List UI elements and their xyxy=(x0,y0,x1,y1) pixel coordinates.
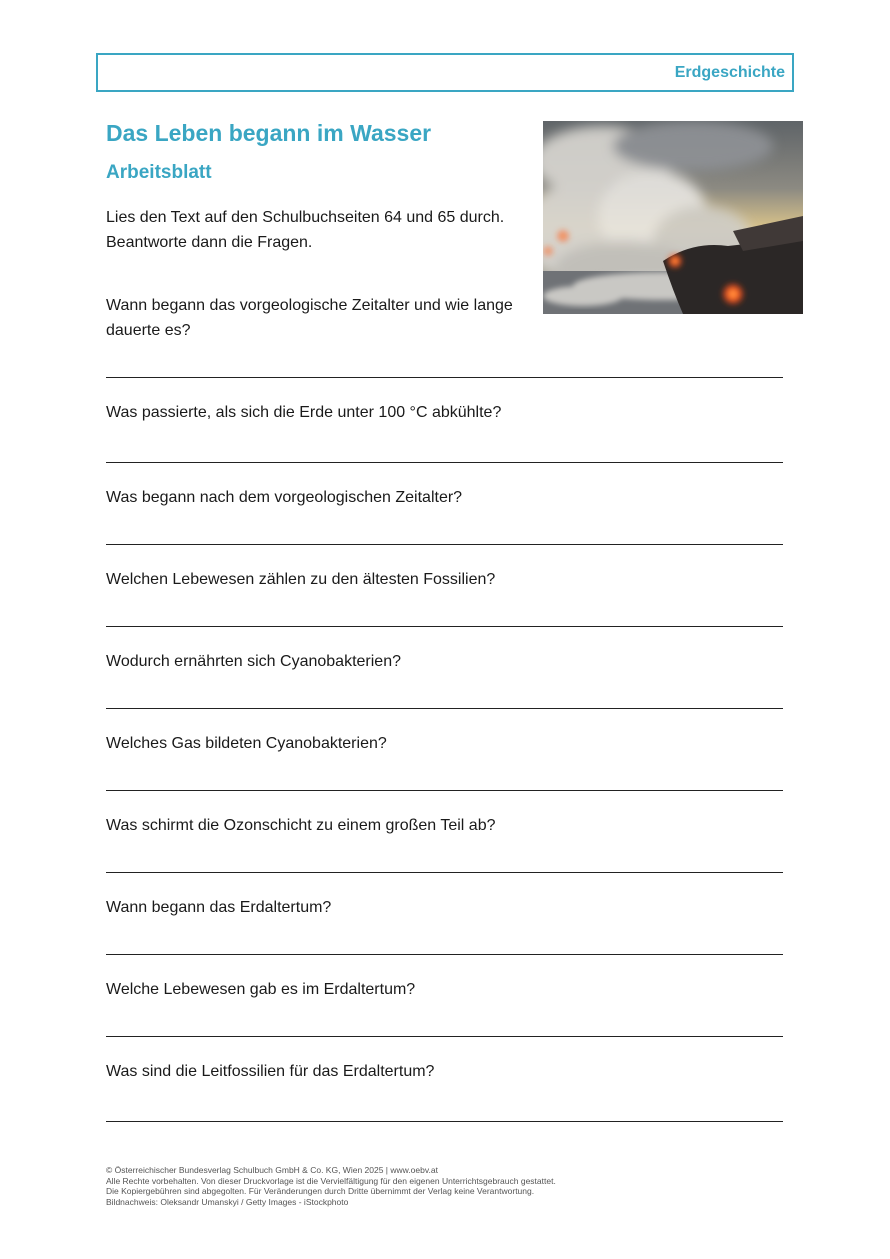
question-9: Welche Lebewesen gab es im Erdaltertum? xyxy=(106,981,416,998)
question-5: Wodurch ernährten sich Cyanobakterien? xyxy=(106,653,401,670)
footer-line-4: Bildnachweis: Oleksandr Umanskyi / Getty Images - iStockphoto xyxy=(106,1196,349,1207)
question-4: Welchen Lebewesen zählen zu den ältesten Fossilien? xyxy=(106,571,496,588)
answer-line-5[interactable] xyxy=(106,708,783,709)
answer-line-9[interactable] xyxy=(106,1036,783,1037)
footer-line-3: Die Kopiergebühren sind abgegolten. Für Veränderungen durch Dritte übernimmt der Verlag keine Verantwortung. xyxy=(106,1186,535,1196)
answer-line-8[interactable] xyxy=(106,954,783,955)
question-3: Was begann nach dem vorgeologischen Zeitalter? xyxy=(106,489,463,506)
answer-line-2[interactable] xyxy=(106,462,783,463)
instructions xyxy=(106,205,536,255)
subject-label: Erdgeschichte xyxy=(674,64,785,81)
question-8: Wann begann das Erdaltertum? xyxy=(106,899,332,916)
footer-line-2: Alle Rechte vorbehalten. Von dieser Druckvorlage ist die Vervielfältigung für den eigenen Unterrichtsgebrauch gestattet. xyxy=(106,1175,556,1186)
question-6: Welches Gas bildeten Cyanobakterien? xyxy=(106,735,387,752)
worksheet-subtitle: Arbeitsblatt xyxy=(106,162,212,183)
header-box xyxy=(96,53,794,92)
footer-line-1: © Österreichischer Bundesverlag Schulbuch GmbH & Co. KG, Wien 2025 | www.oebv.at xyxy=(106,1165,438,1175)
answer-line-7[interactable] xyxy=(106,872,783,873)
answer-line-6[interactable] xyxy=(106,790,783,791)
copyright-footer xyxy=(106,1165,806,1207)
question-2: Was passierte, als sich die Erde unter 100 °C abkühlte? xyxy=(106,404,502,421)
instructions-line-2: Beantworte dann die Fragen. xyxy=(106,234,313,251)
instructions-line-1: Lies den Text auf den Schulbuchseiten 64 und 65 durch. xyxy=(106,209,505,226)
question-7: Was schirmt die Ozonschicht zu einem großen Teil ab? xyxy=(106,817,496,834)
question-10: Was sind die Leitfossilien für das Erdaltertum? xyxy=(106,1063,435,1080)
lava-photo xyxy=(543,121,803,314)
lava-photo-illustration xyxy=(543,121,803,314)
answer-line-1[interactable] xyxy=(106,377,783,378)
question-1: Wann begann das vorgeologische Zeitalter und wie lange dauerte es? xyxy=(106,297,513,339)
answer-line-4[interactable] xyxy=(106,626,783,627)
answer-line-3[interactable] xyxy=(106,544,783,545)
answer-line-10[interactable] xyxy=(106,1121,783,1122)
worksheet-title: Das Leben begann im Wasser xyxy=(106,120,432,146)
